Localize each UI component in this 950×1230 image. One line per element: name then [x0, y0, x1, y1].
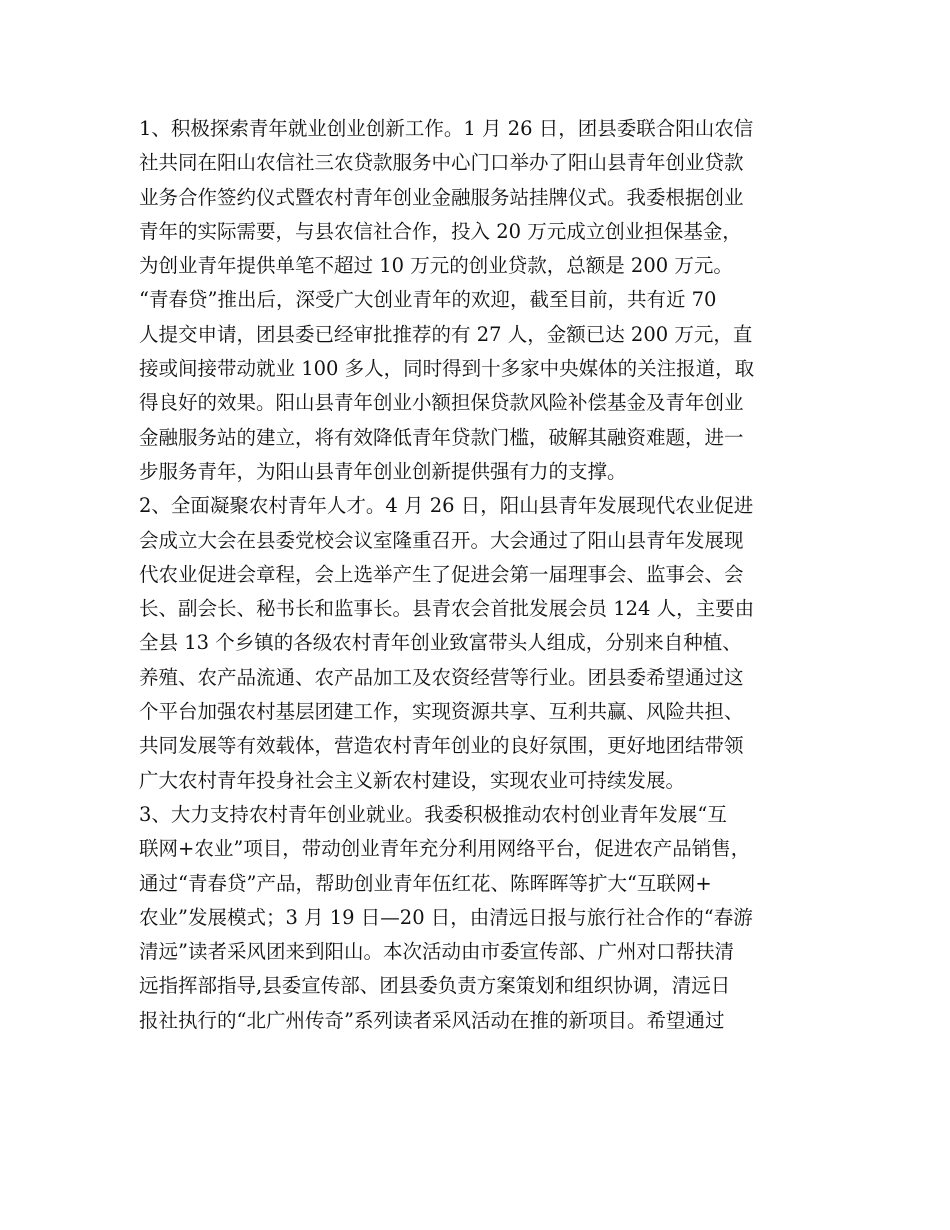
- text-line: 个平台加强农村基层团建工作，实现资源共享、互利共赢、风险共担、: [139, 700, 744, 724]
- text-line: 青年的实际需要，与县农信社合作，投入 20 万元成立创业担保基金，: [139, 219, 742, 243]
- text-line: 长、副会长、秘书长和监事长。县青农会首批发展会员 124 人，主要由: [139, 597, 755, 621]
- text-line: 养殖、农产品流通、农产品加工及农资经营等行业。团县委希望通过这: [139, 665, 744, 689]
- text-line: 会成立大会在县委党校会议室隆重召开。大会通过了阳山县青年发展现: [139, 528, 744, 552]
- text-line: 代农业促进会章程，会上选举产生了促进会第一届理事会、监事会、会: [139, 562, 744, 586]
- document-body: [139, 112, 819, 1038]
- text-line: 步服务青年，为阳山县青年创业创新提供强有力的支撑。: [139, 459, 627, 483]
- text-line: 广大农村青年投身社会主义新农村建设，实现农业可持续发展。: [139, 768, 686, 792]
- text-line: 联网+农业”项目，带动创业青年充分利用网络平台，促进农产品销售，: [139, 837, 751, 861]
- text-line: 业务合作签约仪式暨农村青年创业金融服务站挂牌仪式。我委根据创业: [139, 185, 744, 209]
- text-line: 通过“青春贷”产品，帮助创业青年伍红花、陈晖晖等扩大“互联网+: [139, 871, 712, 895]
- text-line: 远指挥部指导,县委宣传部、团县委负责方案策划和组织协调，清远日: [139, 974, 731, 998]
- text-line: 接或间接带动就业 100 多人，同时得到十多家中央媒体的关注报道，取: [139, 357, 755, 381]
- text-line: 报社执行的“北广州传奇”系列读者采风活动在推的新项目。希望通过: [139, 1008, 725, 1032]
- text-line: 2、全面凝聚农村青年人才。4 月 26 日，阳山县青年发展现代农业促进: [139, 494, 754, 518]
- text-line: 社共同在阳山农信社三农贷款服务中心门口举办了阳山县青年创业贷款: [139, 151, 744, 175]
- text-line: “青春贷”推出后，深受广大创业青年的欢迎，截至目前，共有近 70: [139, 288, 717, 312]
- text-line: 1、积极探索青年就业创业创新工作。1 月 26 日，团县委联合阳山农信: [139, 117, 754, 140]
- text-line: 金融服务站的建立，将有效降低青年贷款门槛，破解其融资难题，进一: [139, 425, 744, 449]
- text-line: 得良好的效果。阳山县青年创业小额担保贷款风险补偿基金及青年创业: [139, 391, 744, 415]
- text-line: 为创业青年提供单笔不超过 10 万元的创业贷款，总额是 200 万元。: [139, 254, 733, 278]
- text-line: 人提交申请，团县委已经审批推荐的有 27 人，金额已达 200 万元，直: [139, 322, 753, 346]
- text-line: 3、大力支持农村青年创业就业。我委积极推动农村创业青年发展“互: [139, 802, 727, 826]
- text-line: 全县 13 个乡镇的各级农村青年创业致富带头人组成，分别来自种植、: [139, 631, 742, 655]
- text-line: 农业”发展模式；3 月 19 日—20 日，由清远日报与旅行社合作的“春游: [139, 905, 753, 929]
- text-line: 清远”读者采风团来到阳山。本次活动由市委宣传部、广州对口帮扶清: [139, 940, 734, 964]
- text-line: 共同发展等有效载体，营造农村青年创业的良好氛围，更好地团结带领: [139, 734, 744, 758]
